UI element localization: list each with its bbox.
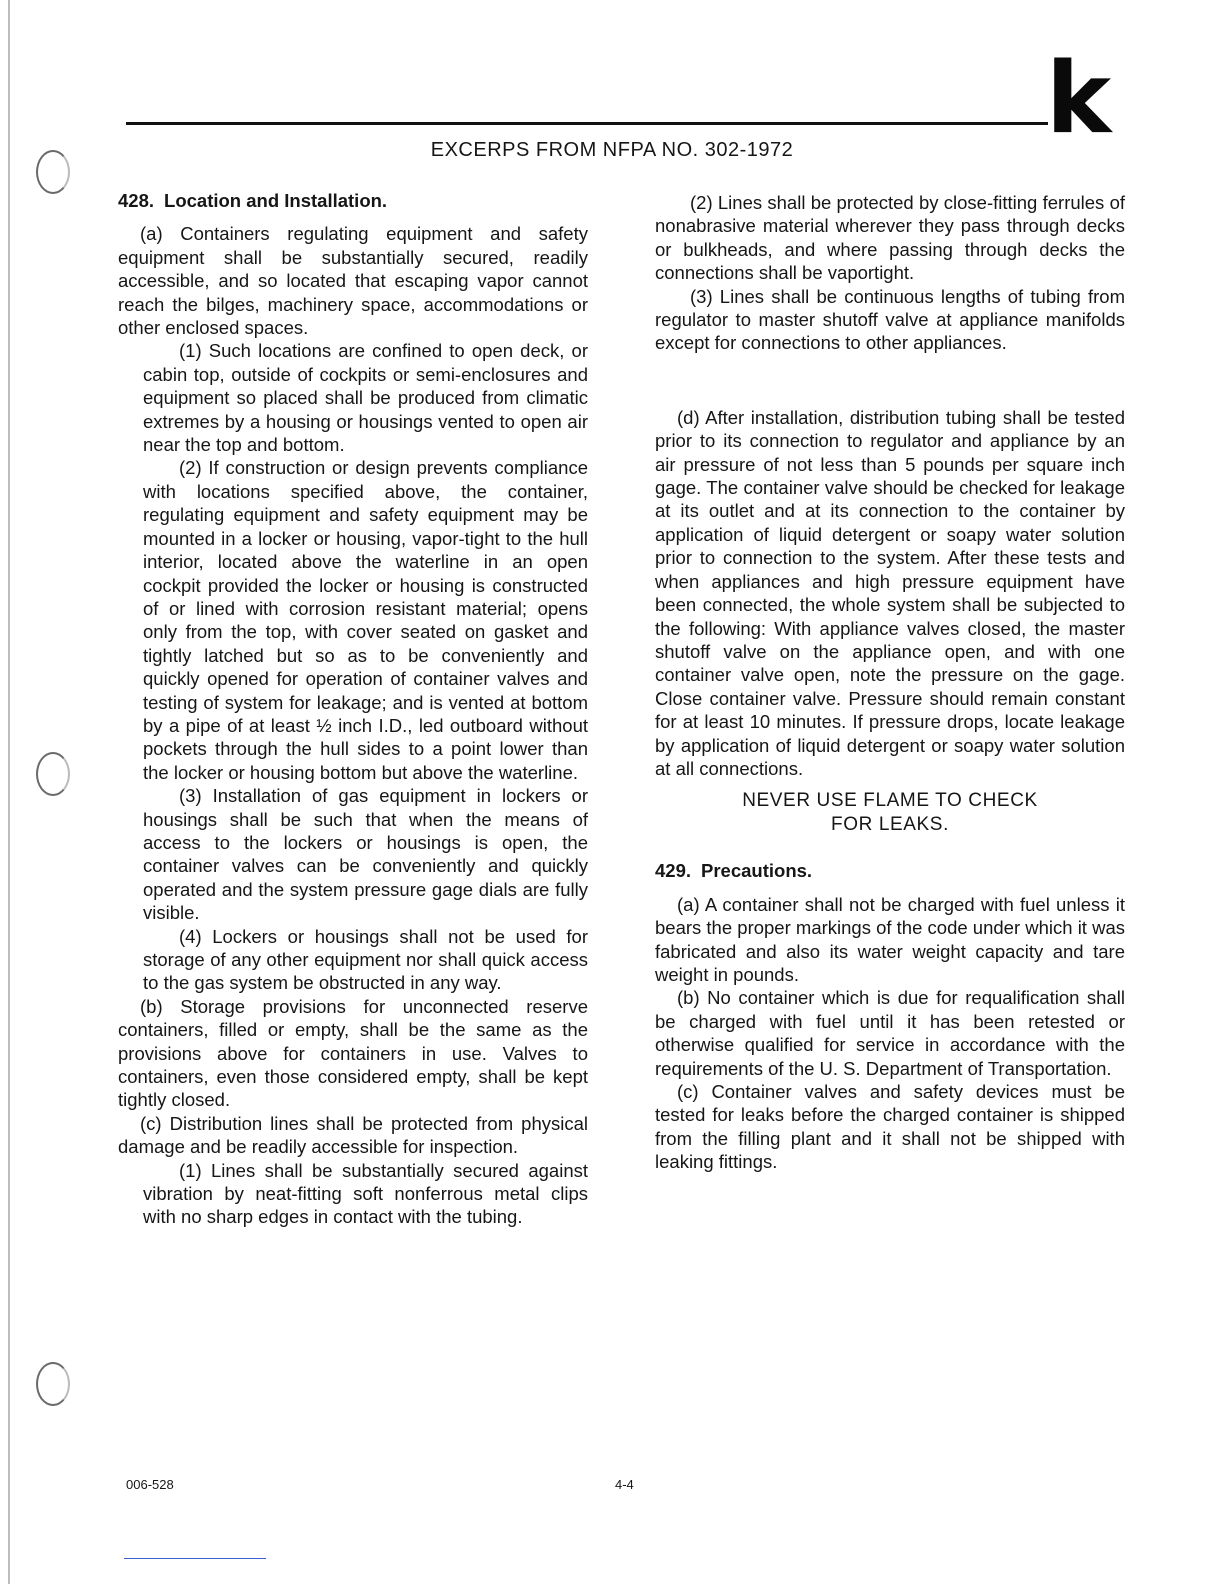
section-number: 429. [655,860,692,882]
paragraph-428-c3: (3) Lines shall be continuous lengths of tubing from regulator to master shutoff valve at appliance manifolds except for connections to other appliances. [655,285,1125,354]
company-logo: k [1046,42,1108,156]
section-number: 428. [118,190,155,211]
binder-edge [8,0,10,1584]
paragraph-428-c2: (2) Lines shall be protected by close-fitting ferrules of nonabrasive material wherever they pass through decks or bulkheads, and where passing through decks the connections shall be vaportight. [655,192,1125,284]
paragraph-428-c: (c) Distribution lines shall be protected from physical damage and be readily accessible for inspection. [118,1112,588,1158]
paragraph-428-a3: (3) Installation of gas equipment in lockers or housings shall be such that when the means of access to the lockers or housings is open, the container valves can be conveniently and quickly operated and the system pressure gage dials are fully visible. [143,785,588,924]
left-column [118,189,588,1229]
paragraph-428-a1: (1) Such locations are confined to open deck, or cabin top, outside of cockpits or semi-enclosures and equipment so placed shall be produced from climatic extremes by a housing or housings vented to open air near the top and bottom. [143,340,588,456]
section-title: Location and Installation. [164,190,388,211]
paragraph-428-b: (b) Storage provisions for unconnected reserve containers, filled or empty, shall be the same as the provisions above for containers in use. Valves to containers, even those considered empty, shall be kept tightly closed. [118,995,588,1111]
paragraph-429-a: (a) A container shall not be charged with fuel unless it bears the proper markings of the code under which it was fabricated and also its water weight capacity and tare weight in pounds. [655,893,1125,985]
paragraph-428-d: (d) After installation, distribution tubing shall be tested prior to its connection to regulator and appliance by an air pressure of not less than 5 pounds per square inch gage. The container valve should be checked for leakage at its outlet and at its connection to the container by application of liquid detergent or soapy water solution prior to connection to the system. After these tests and when appliances and high pressure equipment have been connected, the whole system shall be subjected to the following: With appliance valves closed, the master shutoff valve on the appliance open, and with one container valve open, note the pressure on the gage. Close container valve. Pressure should remain constant for at least 10 minutes. If pressure drops, locate leakage by application of liquid detergent or soapy water solution at all connections. [655,406,1125,779]
paragraph-428-a2: (2) If construction or design prevents compliance with locations specified above, the container, regulating equipment and safety equipment may be mounted in a locker or housing, vapor-tight to the hull interior, located above the waterline in an open cockpit provided the locker or housing is constructed of or lined with corrosion resistant material; opens only from the top, with cover seated on gasket and tightly latched but so as to be conveniently and quickly opened for operation of container valves and testing of system for leakage; and is vented at bottom by a pipe of at least ½ inch I.D., led outboard without pockets through the hull sides to a point lower than the locker or housing bottom but above the waterline. [143,457,588,783]
paragraph-428-c1: (1) Lines shall be substantially secured against vibration by neat-fitting soft nonferrous metal clips with no sharp edges in contact with the tubing. [143,1159,588,1228]
section-428-heading [118,189,588,212]
section-title: Precautions. [701,860,813,882]
paragraph-428-a: (a) Containers regulating equipment and safety equipment shall be substantially secured, readily accessible, and so located that escaping vapor cannot reach the bilges, machinery space, accommodations or other enclosed spaces. [118,223,588,339]
page-title: EXCERPS FROM NFPA NO. 302-1972 [430,139,794,161]
paragraph-428-a4: (4) Lockers or housings shall not be used for storage of any other equipment nor shall quick access to the gas system be obstructed in any way. [143,925,588,994]
punch-hole-middle [36,752,70,796]
flame-warning [655,789,1125,837]
section-429-heading [655,859,1125,882]
header-rule [126,122,1048,125]
document-number: 006-528 [126,1477,174,1492]
page-number: 4-4 [615,1477,634,1492]
paragraph-429-c: (c) Container valves and safety devices must be tested for leaks before the charged container is shipped from the filling plant and it shall not be shipped with leaking fittings. [655,1081,1125,1173]
punch-hole-bottom [36,1362,70,1406]
footer-rule [124,1558,266,1559]
right-column [655,191,1125,1174]
warning-line-1: NEVER USE FLAME TO CHECK [742,790,1038,812]
paragraph-429-b: (b) No container which is due for requalification shall be charged with fuel until it has been retested or otherwise qualified for service in accordance with the requirements of the U. S. Department of Transportation. [655,987,1125,1079]
warning-line-2: FOR LEAKS. [831,814,949,836]
